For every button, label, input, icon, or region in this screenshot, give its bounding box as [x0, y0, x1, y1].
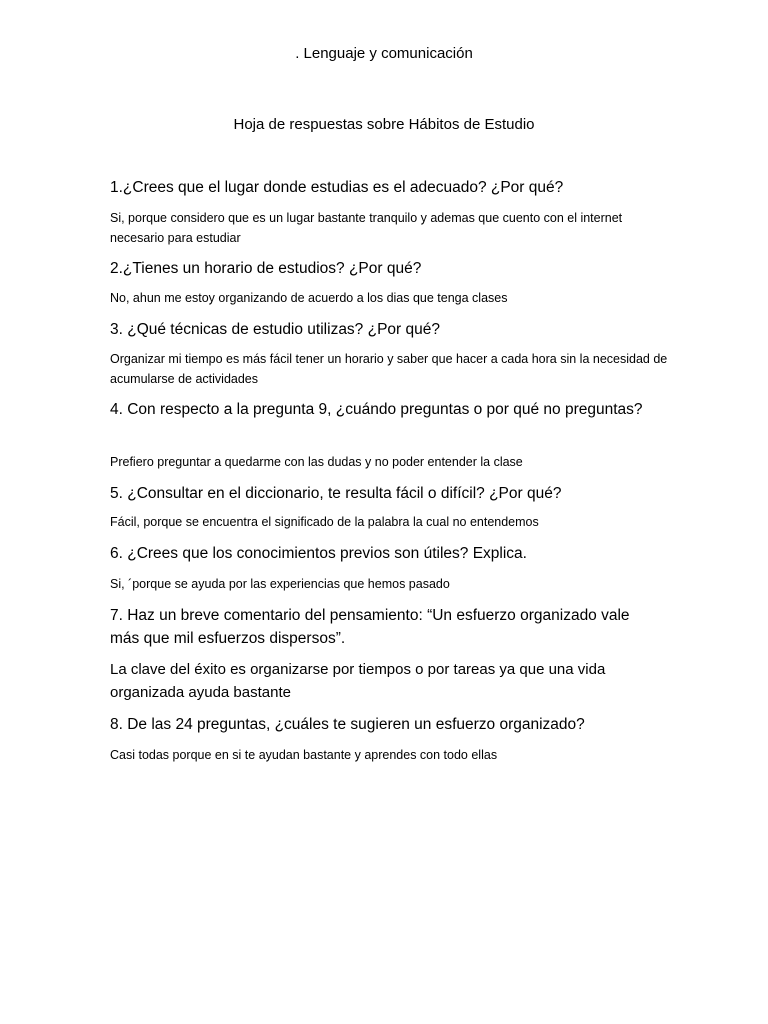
question-5: 5. ¿Consultar en el diccionario, te resulta fácil o difícil? ¿Por qué? [110, 485, 562, 502]
question-8: 8. De las 24 preguntas, ¿cuáles te sugieren un esfuerzo organizado? [110, 716, 585, 733]
answer-4: Prefiero preguntar a quedarme con las dudas y no poder entender la clase [110, 455, 523, 469]
answer-1: Si, porque considero que es un lugar bastante tranquilo y ademas que cuento con el internet necesario para estudiar [110, 211, 623, 245]
question-2: 2.¿Tienes un horario de estudios? ¿Por qué? [110, 260, 422, 277]
page-title: Hoja de respuestas sobre Hábitos de Estudio [233, 116, 535, 133]
answer-7: La clave del éxito es organizarse por tiempos o por tareas ya que una vida organizada ayuda bastante [110, 661, 606, 701]
answer-5: Fácil, porque se encuentra el significado de la palabra la cual no entendemos [110, 515, 539, 529]
question-1: 1.¿Crees que el lugar donde estudias es el adecuado? ¿Por qué? [110, 179, 564, 196]
subject-title: . Lenguaje y comunicación [295, 45, 473, 62]
answer-2: No, ahun me estoy organizando de acuerdo a los dias que tenga clases [110, 291, 508, 305]
question-7: 7. Haz un breve comentario del pensamiento: “Un esfuerzo organizado vale más que mil esfuerzos dispersos”. [110, 607, 630, 647]
question-6: 6. ¿Crees que los conocimientos previos son útiles? Explica. [110, 545, 527, 562]
answer-8: Casi todas porque en si te ayudan bastante y aprendes con todo ellas [110, 748, 498, 762]
answer-6: Si, ´porque se ayuda por las experiencias que hemos pasado [110, 577, 450, 591]
answer-3: Organizar mi tiempo es más fácil tener un horario y saber que hacer a cada hora sin la necesidad de acumularse de actividades [110, 352, 668, 386]
question-4: 4. Con respecto a la pregunta 9, ¿cuándo preguntas o por qué no preguntas? [110, 401, 643, 418]
question-3: 3. ¿Qué técnicas de estudio utilizas? ¿Por qué? [110, 321, 440, 338]
